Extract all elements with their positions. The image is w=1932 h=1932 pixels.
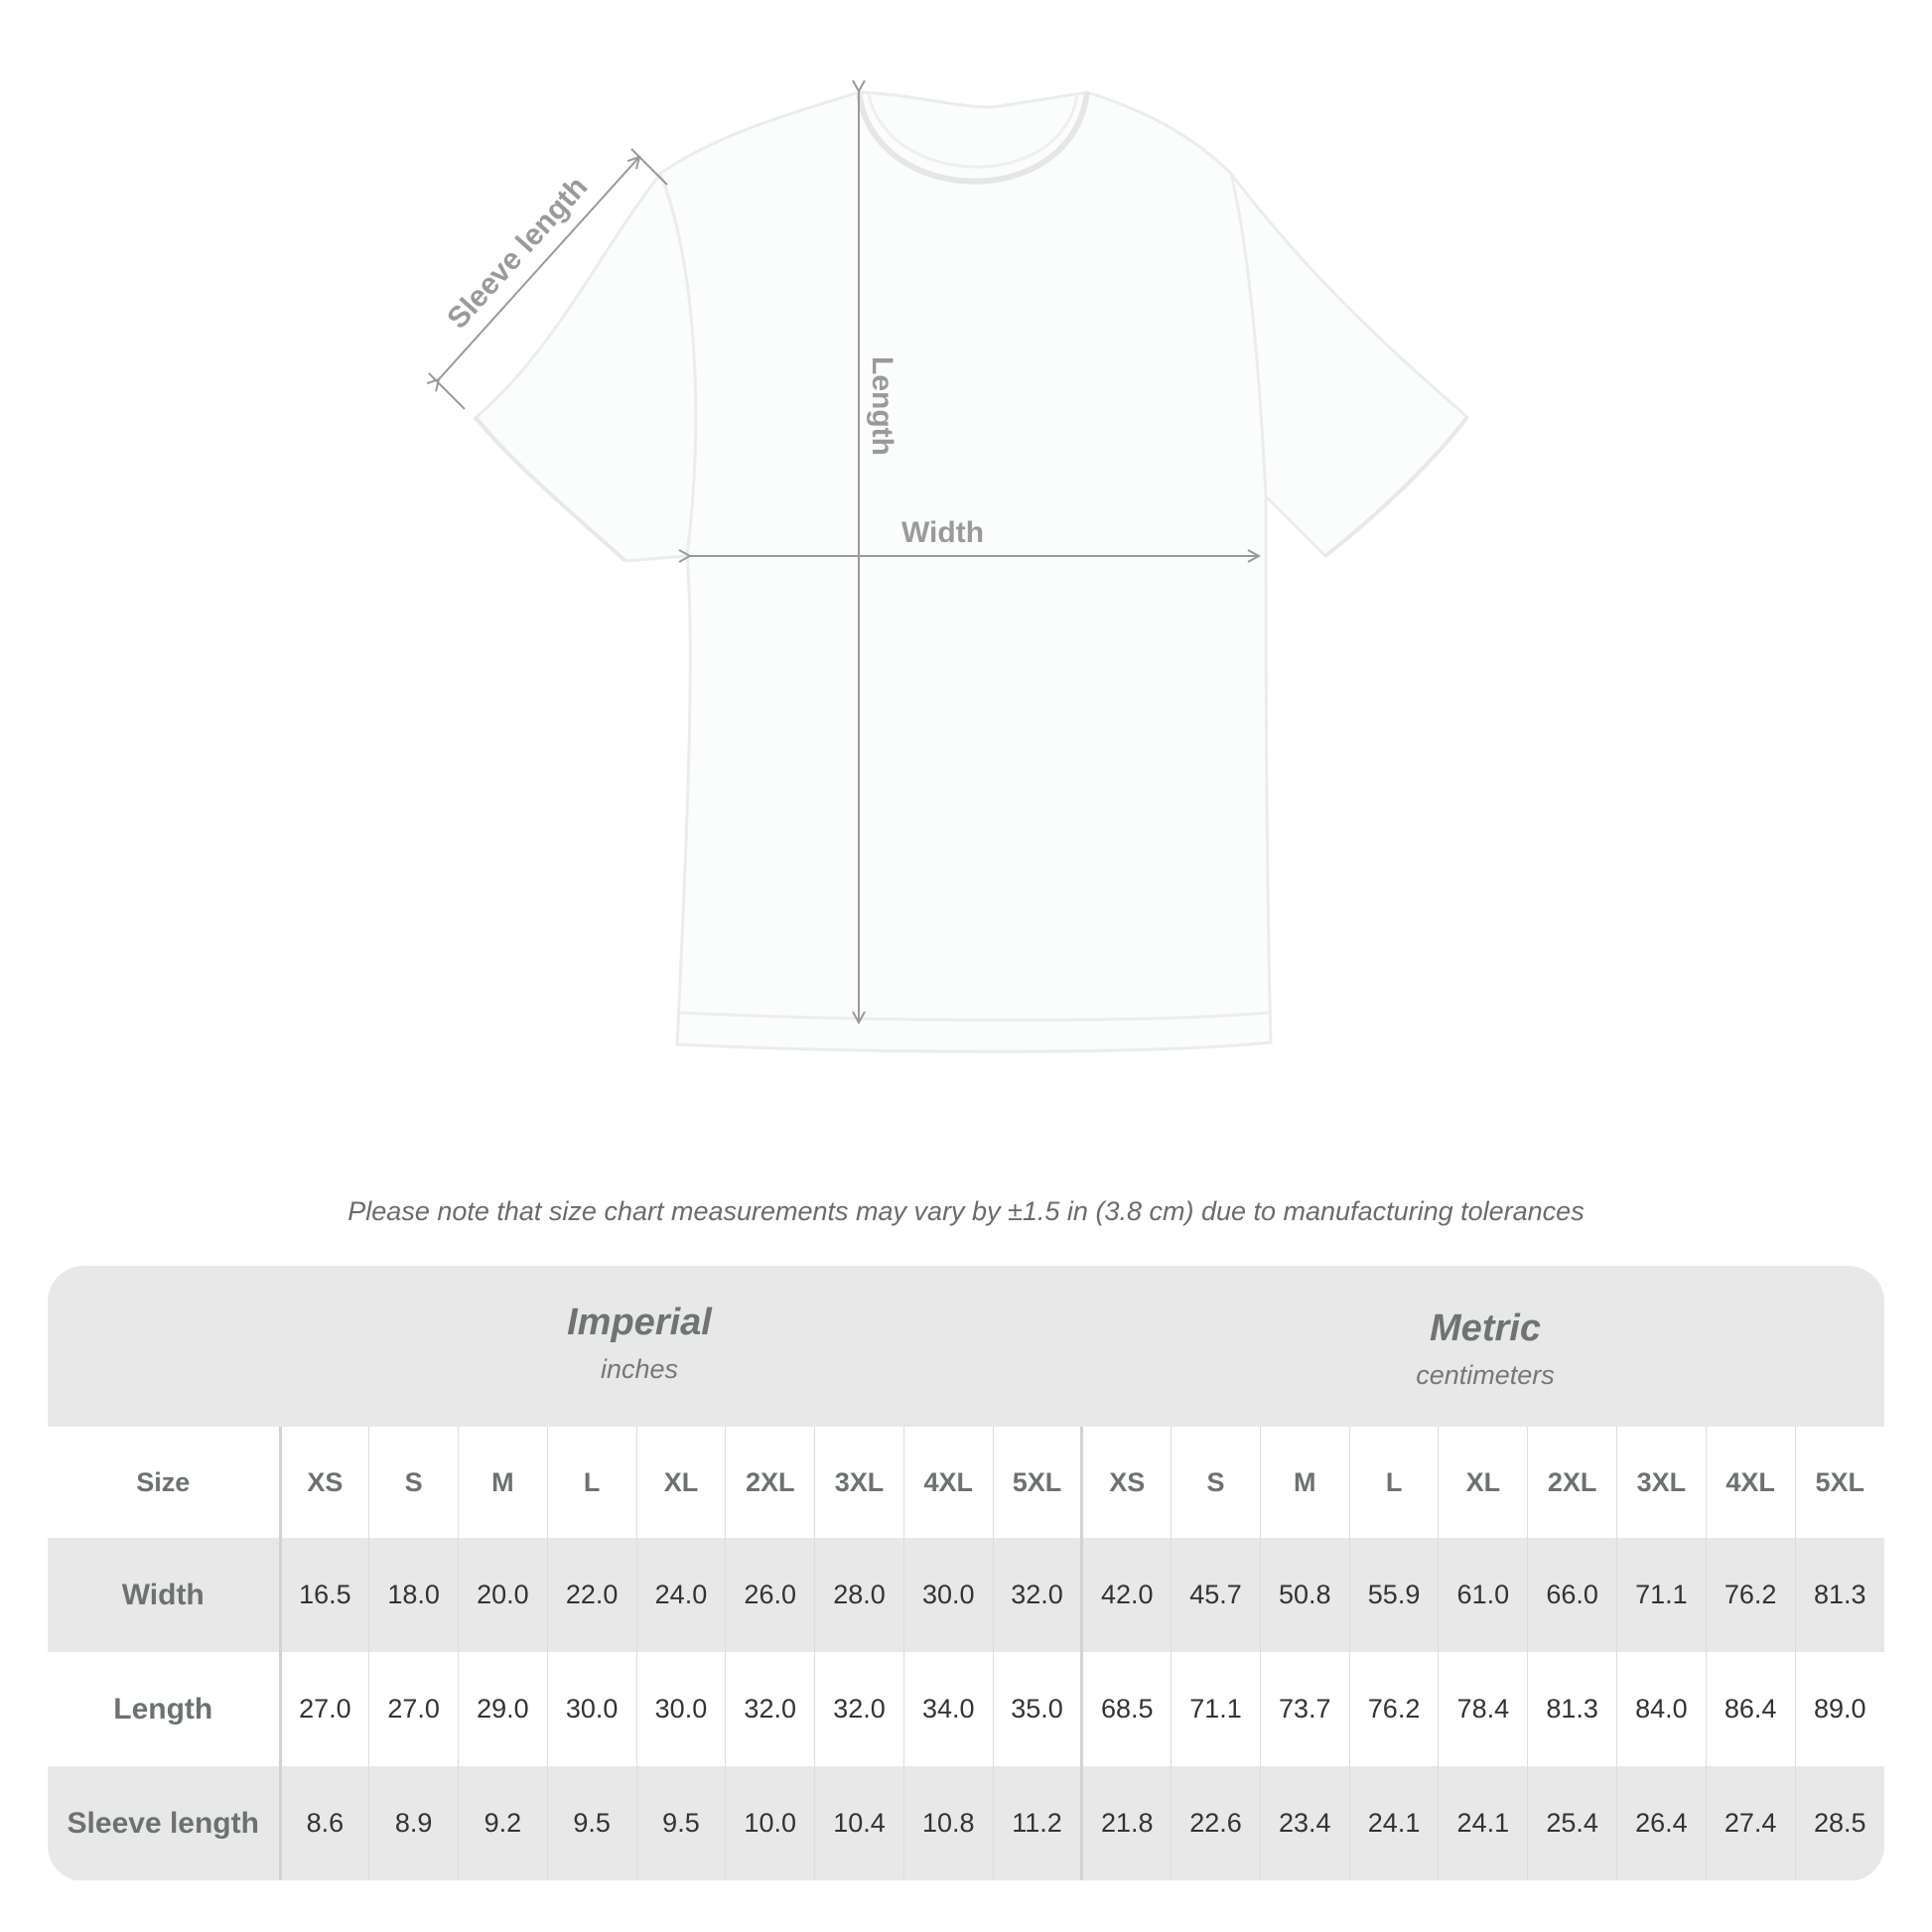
tolerance-note: Please note that size chart measurements may vary by ±1.5 in (3.8 cm) due to manufacturing tolerances [347,1196,1585,1226]
size-cell: S [369,1427,459,1538]
row-label: Length [48,1652,280,1766]
value-cell: 22.0 [547,1538,636,1652]
value-cell: 26.4 [1616,1766,1706,1880]
value-cell: 27.0 [369,1652,459,1766]
value-cell: 22.6 [1172,1766,1261,1880]
value-cell: 76.2 [1706,1538,1795,1652]
length-row [48,1652,1884,1766]
imperial-header [282,1302,997,1385]
value-cell: 8.9 [369,1766,459,1880]
value-cell: 84.0 [1616,1652,1706,1766]
value-cell: 9.5 [547,1766,636,1880]
tshirt-shape [477,92,1467,1051]
value-cell: 9.2 [459,1766,548,1880]
size-cell: M [1260,1427,1349,1538]
size-cell: XS [280,1427,369,1538]
value-cell: 18.0 [369,1538,459,1652]
value-cell: 26.0 [726,1538,815,1652]
size-cell: 4XL [1706,1427,1795,1538]
value-cell: 45.7 [1172,1538,1261,1652]
size-cell: 3XL [1616,1427,1706,1538]
metric-title: Metric [1430,1308,1541,1349]
size-cell: 4XL [903,1427,993,1538]
size-header: Size [48,1427,280,1538]
value-cell: 28.5 [1795,1766,1884,1880]
size-cell: S [1172,1427,1261,1538]
size-cell: XS [1082,1427,1172,1538]
value-cell: 20.0 [459,1538,548,1652]
value-cell: 8.6 [280,1766,369,1880]
value-cell: 71.1 [1616,1538,1706,1652]
value-cell: 27.4 [1706,1766,1795,1880]
size-cell: M [459,1427,548,1538]
value-cell: 10.0 [726,1766,815,1880]
value-cell: 32.0 [726,1652,815,1766]
value-cell: 89.0 [1795,1652,1884,1766]
value-cell: 16.5 [280,1538,369,1652]
value-cell: 55.9 [1349,1538,1439,1652]
metric-unit: centimeters [1416,1360,1555,1390]
sleeve-length-row [48,1766,1884,1880]
value-cell: 61.0 [1439,1538,1528,1652]
value-cell: 42.0 [1082,1538,1172,1652]
value-cell: 73.7 [1260,1652,1349,1766]
value-cell: 86.4 [1706,1652,1795,1766]
value-cell: 28.0 [815,1538,904,1652]
size-table [48,1427,1884,1880]
value-cell: 30.0 [636,1652,726,1766]
value-cell: 11.2 [993,1766,1082,1880]
size-cell: 5XL [993,1427,1082,1538]
value-cell: 76.2 [1349,1652,1439,1766]
size-cell: 3XL [815,1427,904,1538]
size-row [48,1427,1884,1538]
value-cell: 50.8 [1260,1538,1349,1652]
metric-header [1088,1308,1882,1391]
imperial-title: Imperial [567,1302,712,1343]
imperial-unit: inches [600,1354,679,1384]
length-label: Length [865,356,898,456]
size-cell: L [547,1427,636,1538]
value-cell: 30.0 [547,1652,636,1766]
value-cell: 10.8 [903,1766,993,1880]
size-chart [48,1266,1884,1881]
sleeve-length-label: Sleeve length [441,170,595,336]
size-cell: 2XL [1528,1427,1617,1538]
value-cell: 27.0 [280,1652,369,1766]
value-cell: 10.4 [815,1766,904,1880]
value-cell: 24.1 [1439,1766,1528,1880]
value-cell: 32.0 [815,1652,904,1766]
value-cell: 29.0 [459,1652,548,1766]
value-cell: 21.8 [1082,1766,1172,1880]
size-cell: XL [636,1427,726,1538]
size-cell: 5XL [1795,1427,1884,1538]
width-label: Width [901,516,985,549]
value-cell: 24.1 [1349,1766,1439,1880]
value-cell: 30.0 [903,1538,993,1652]
value-cell: 34.0 [903,1652,993,1766]
value-cell: 23.4 [1260,1766,1349,1880]
size-cell: XL [1439,1427,1528,1538]
value-cell: 68.5 [1082,1652,1172,1766]
value-cell: 9.5 [636,1766,726,1880]
value-cell: 71.1 [1172,1652,1261,1766]
value-cell: 66.0 [1528,1538,1617,1652]
row-label: Sleeve length [48,1766,280,1880]
size-cell: L [1349,1427,1439,1538]
value-cell: 32.0 [993,1538,1082,1652]
value-cell: 81.3 [1528,1652,1617,1766]
value-cell: 24.0 [636,1538,726,1652]
value-cell: 35.0 [993,1652,1082,1766]
value-cell: 25.4 [1528,1766,1617,1880]
size-cell: 2XL [726,1427,815,1538]
value-cell: 81.3 [1795,1538,1884,1652]
value-cell: 78.4 [1439,1652,1528,1766]
width-row [48,1538,1884,1652]
row-label: Width [48,1538,280,1652]
